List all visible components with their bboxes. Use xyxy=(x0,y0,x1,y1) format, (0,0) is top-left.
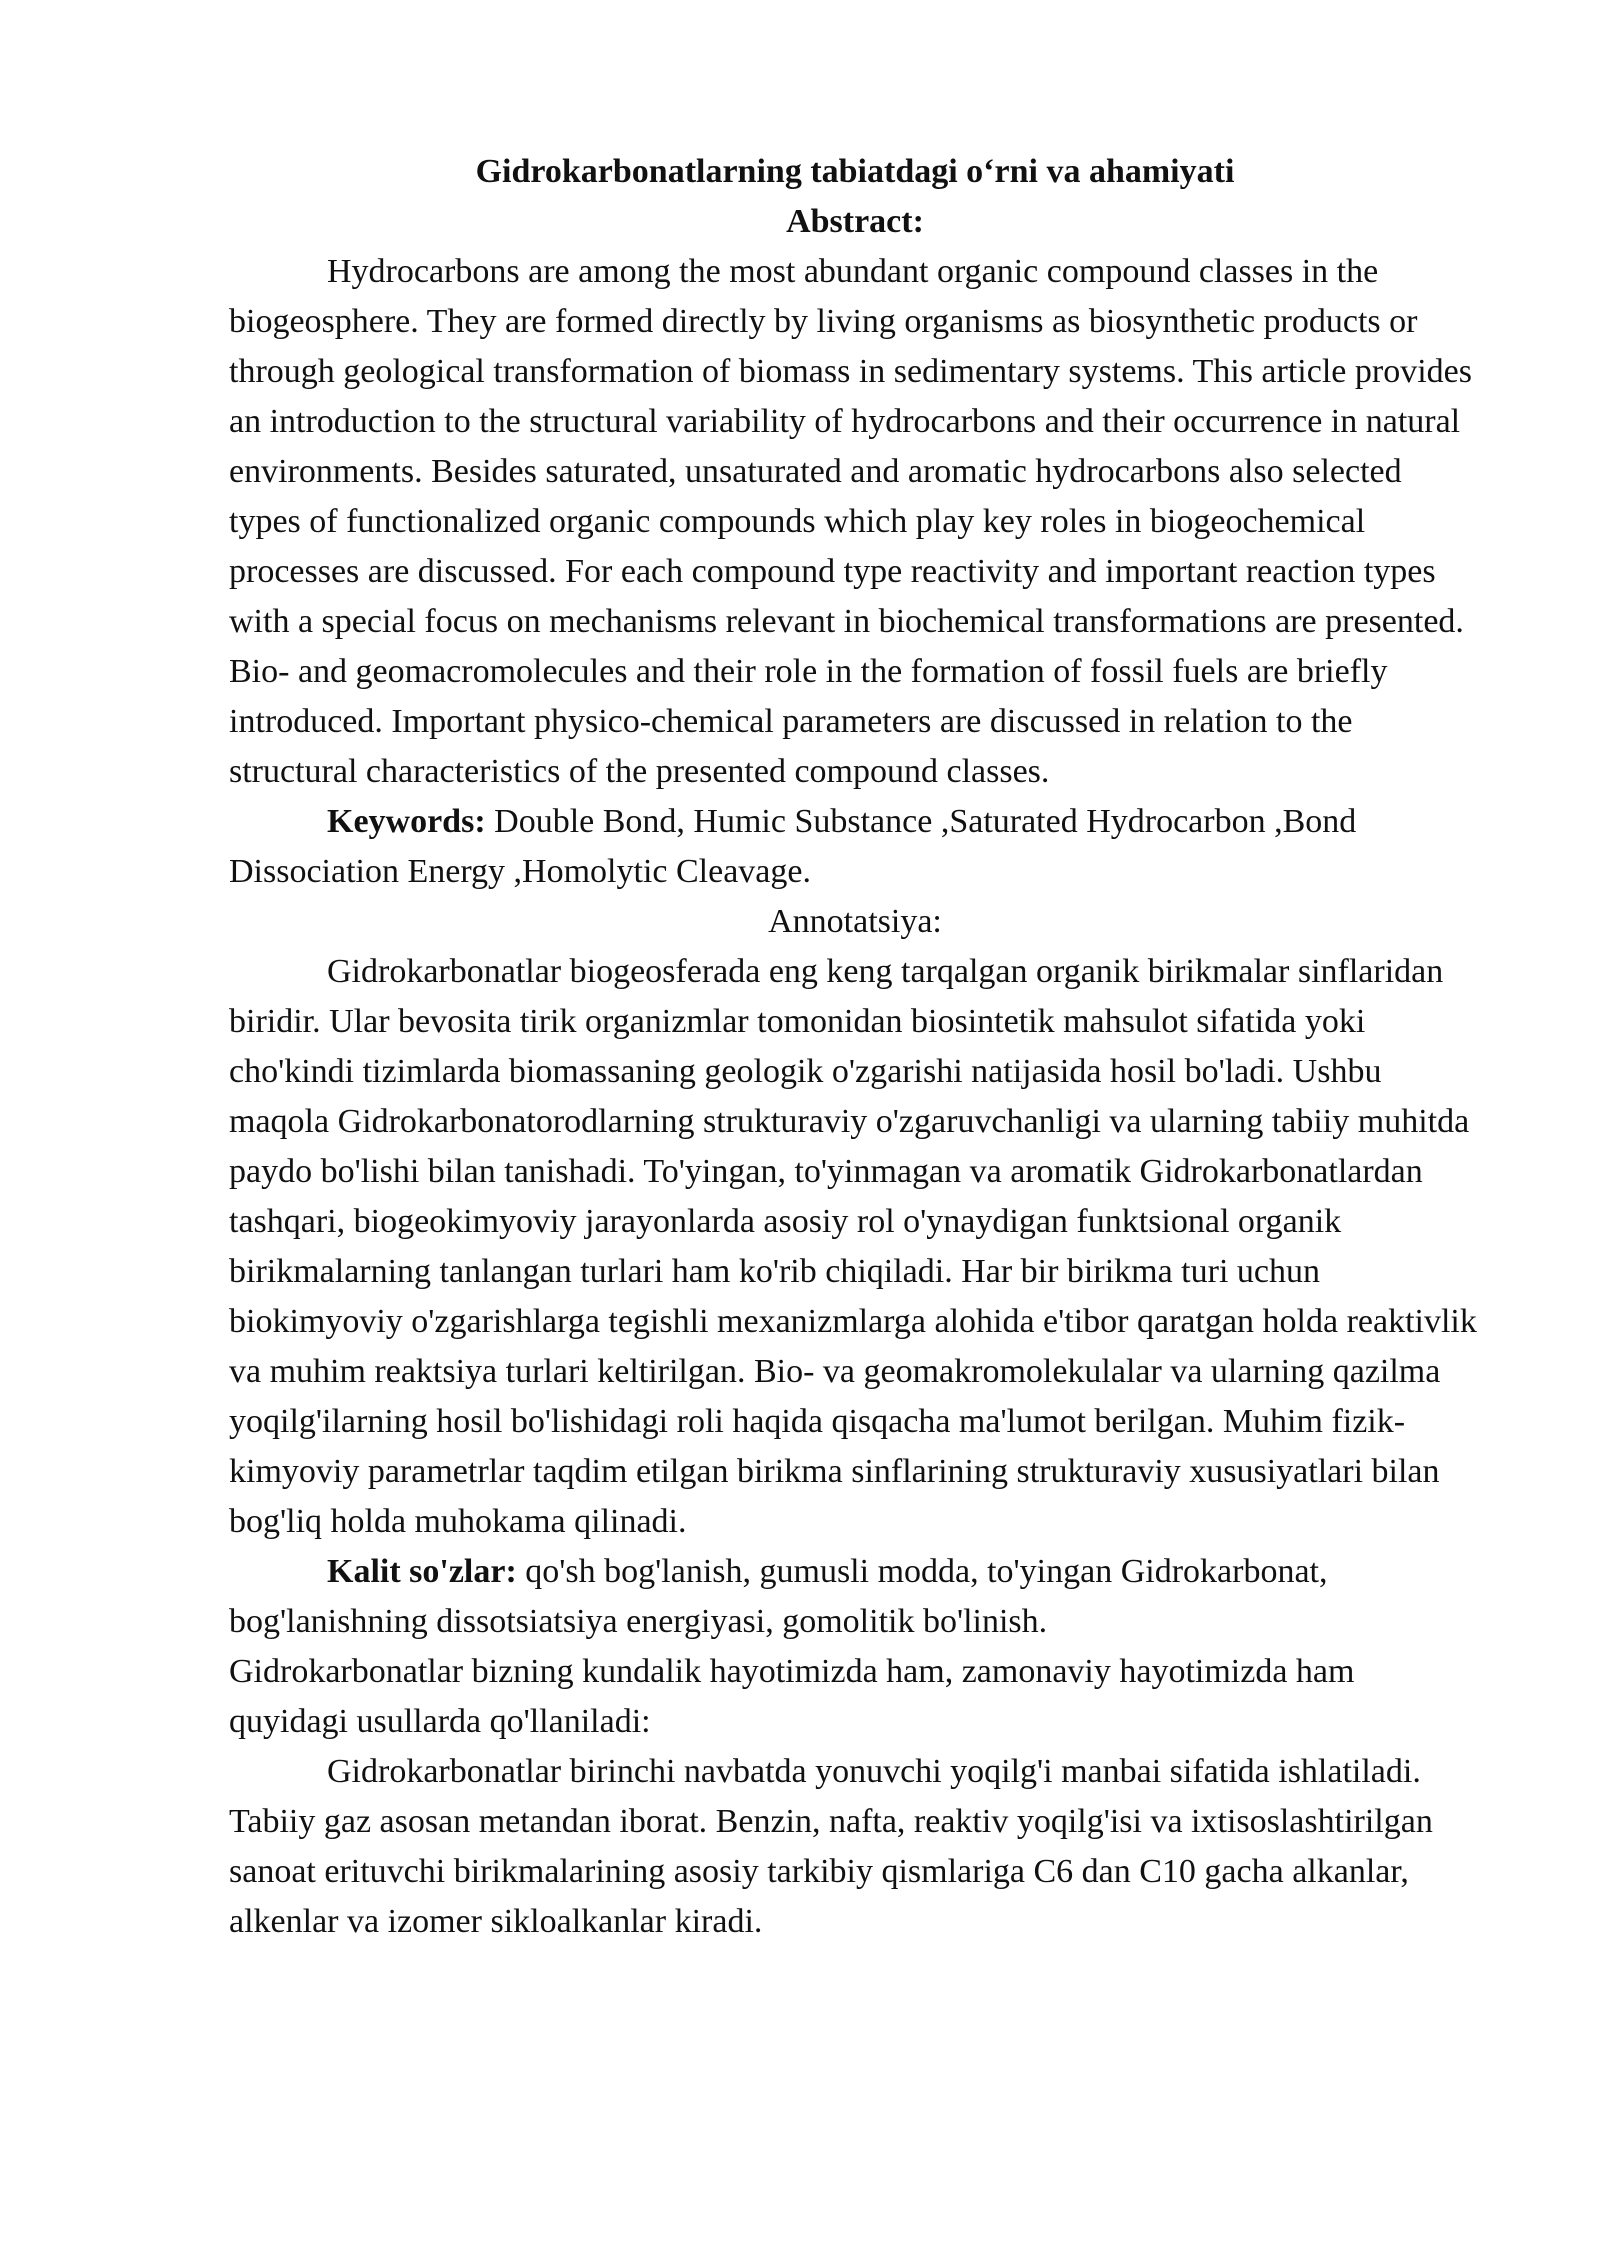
abstract-keywords-text: Double Bond, Humic Substance ,Saturated Hydrocarbon ,Bond Dissociation Energy ,Homolytic Cleavage. xyxy=(229,803,1357,890)
document-page xyxy=(229,147,1481,1947)
annotatsiya-heading: Annotatsiya: xyxy=(768,903,942,940)
annotatsiya-keywords-label: Kalit so'zlar: xyxy=(327,1553,517,1590)
annotatsiya-keywords xyxy=(229,1547,1481,1647)
body-paragraph-2: Gidrokarbonatlar birinchi navbatda yonuvchi yoqilg'i manbai sifatida ishlatiladi. Tabiiy gaz asosan metandan iborat. Benzin, nafta, reaktiv yoqilg'isi va ixtisoslashtirilgan sanoat erituvchi birikmalarining asosiy tarkibiy qismlariga C6 dan C10 gacha alkanlar, alkenlar va izomer sikloalkanlar kiradi. xyxy=(229,1753,1433,1940)
abstract-keywords-label: Keywords: xyxy=(327,803,486,840)
annotatsiya-keywords-text: qo'sh bog'lanish, gumusli modda, to'yingan Gidrokarbonat, bog'lanishning dissotsiatsiya energiyasi, gomolitik bo'linish. xyxy=(229,1553,1328,1640)
document-title: Gidrokarbonatlarning tabiatdagi o‘rni va ahamiyati xyxy=(475,153,1235,190)
body-paragraph-1: Gidrokarbonatlar bizning kundalik hayotimizda ham, zamonaviy hayotimizda ham quyidagi usullarda qo'llaniladi: xyxy=(229,1653,1355,1740)
abstract-body: Hydrocarbons are among the most abundant organic compound classes in the biogeosphere. They are formed directly by living organisms as biosynthetic products or through geological transformation of biomass in sedimentary systems. This article provides an introduction to the structural variability of hydrocarbons and their occurrence in natural environments. Besides saturated, unsaturated and aromatic hydrocarbons also selected types of functionalized organic compounds which play key roles in biogeochemical processes are discussed. For each compound type reactivity and important reaction types with a special focus on mechanisms relevant in biochemical transformations are presented. Bio- and geomacromolecules and their role in the formation of fossil fuels are briefly introduced. Important physico-chemical parameters are discussed in relation to the structural characteristics of the presented compound classes. xyxy=(229,253,1472,790)
abstract-keywords xyxy=(229,797,1481,897)
annotatsiya-body: Gidrokarbonatlar biogeosferada eng keng tarqalgan organik birikmalar sinflaridan biridir. Ular bevosita tirik organizmlar tomonidan biosintetik mahsulot sifatida yoki cho'kindi tizimlarda biomassaning geologik o'zgarishi natijasida hosil bo'ladi. Ushbu maqola Gidrokarbonatorodlarning strukturaviy o'zgaruvchanligi va ularning tabiiy muhitda paydo bo'lishi bilan tanishadi. To'yingan, to'yinmagan va aromatik Gidrokarbonatlardan tashqari, biogeokimyoviy jarayonlarda asosiy rol o'ynaydigan funktsional organik birikmalarning tanlangan turlari ham ko'rib chiqiladi. Har bir birikma turi uchun biokimyoviy o'zgarishlarga tegishli mexanizmlarga alohida e'tibor qaratgan holda reaktivlik va muhim reaktsiya turlari keltirilgan. Bio- va geomakromolekulalar va ularning qazilma yoqilg'ilarning hosil bo'lishidagi roli haqida qisqacha ma'lumot berilgan. Muhim fizik-kimyoviy parametrlar taqdim etilgan birikma sinflarining strukturaviy xususiyatlari bilan bog'liq holda muhokama qilinadi. xyxy=(229,953,1477,1540)
abstract-heading: Abstract: xyxy=(786,203,924,240)
